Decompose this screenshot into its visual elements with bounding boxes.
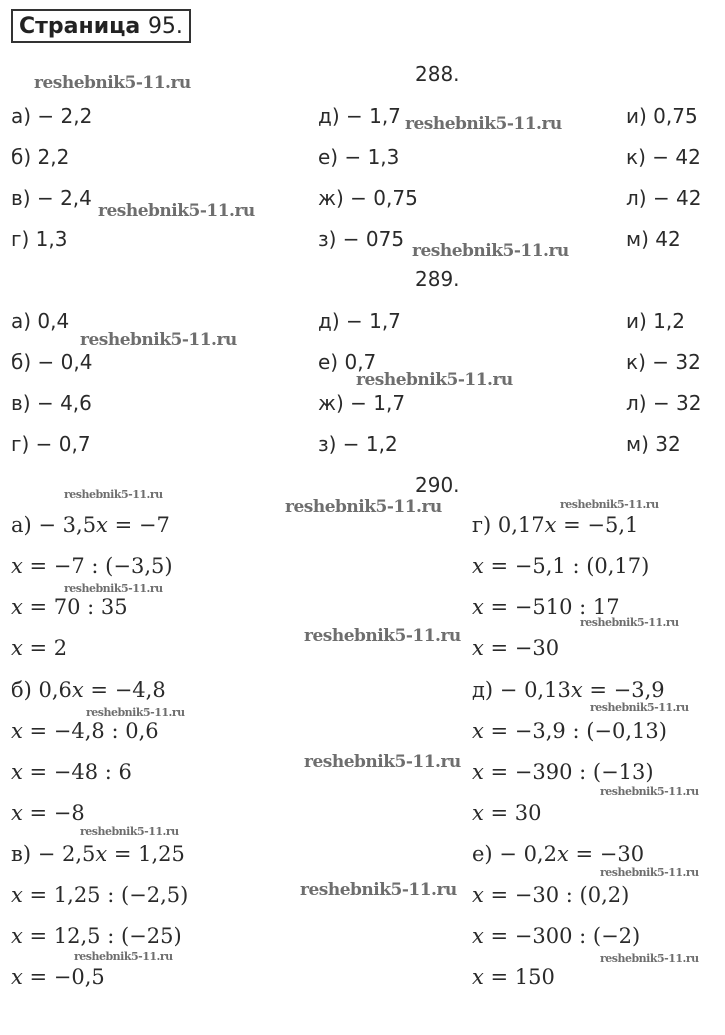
equation-290-right-12: 𝑥 = 150	[472, 965, 555, 989]
equation-290-left-9: в) − 2,5𝑥 = 1,25	[11, 842, 185, 866]
answer-288-g: г) 1,3	[11, 227, 68, 251]
equation-290-left-4: 𝑥 = 2	[11, 636, 68, 660]
watermark: reshebnik5-11.ru	[80, 330, 237, 350]
answer-289-v: в) − 4,6	[11, 391, 92, 415]
watermark: reshebnik5-11.ru	[600, 785, 699, 798]
page-number: 95.	[147, 14, 183, 39]
answer-289-g: г) − 0,7	[11, 432, 91, 456]
answer-288-a: а) − 2,2	[11, 104, 93, 128]
answer-289-i: и) 1,2	[626, 309, 685, 333]
watermark: reshebnik5-11.ru	[300, 880, 457, 900]
equation-290-left-7: 𝑥 = −48 : 6	[11, 760, 132, 784]
watermark: reshebnik5-11.ru	[98, 201, 255, 221]
answer-288-l: л) − 42	[626, 186, 702, 210]
watermark: reshebnik5-11.ru	[600, 866, 699, 879]
exercise-290-title: 290.	[415, 473, 460, 497]
equation-290-right-6: 𝑥 = −3,9 : (−0,13)	[472, 719, 667, 743]
page-header	[11, 9, 191, 43]
watermark: reshebnik5-11.ru	[590, 701, 689, 714]
page-label: Страница	[19, 14, 141, 39]
answer-289-z: з) − 1,2	[318, 432, 398, 456]
answer-289-l: л) − 32	[626, 391, 702, 415]
watermark: reshebnik5-11.ru	[80, 825, 179, 838]
equation-290-left-3: 𝑥 = 70 : 35	[11, 595, 128, 619]
answer-289-m: м) 32	[626, 432, 681, 456]
answer-288-z: з) − 075	[318, 227, 405, 251]
answer-288-i: и) 0,75	[626, 104, 698, 128]
watermark: reshebnik5-11.ru	[304, 752, 461, 772]
exercise-288-title: 288.	[415, 62, 460, 86]
equation-290-left-10: 𝑥 = 1,25 : (−2,5)	[11, 883, 189, 907]
equation-290-right-3: 𝑥 = −510 : 17	[472, 595, 620, 619]
watermark: reshebnik5-11.ru	[412, 241, 569, 261]
watermark: reshebnik5-11.ru	[560, 498, 659, 511]
exercise-289-title: 289.	[415, 267, 460, 291]
watermark: reshebnik5-11.ru	[405, 114, 562, 134]
answer-289-a: а) 0,4	[11, 309, 70, 333]
answer-289-e: е) 0,7	[318, 350, 377, 374]
answer-289-d: д) − 1,7	[318, 309, 401, 333]
watermark: reshebnik5-11.ru	[34, 73, 191, 93]
equation-290-left-11: 𝑥 = 12,5 : (−25)	[11, 924, 182, 948]
watermark: reshebnik5-11.ru	[64, 582, 163, 595]
equation-290-right-11: 𝑥 = −300 : (−2)	[472, 924, 641, 948]
answer-289-k: к) − 32	[626, 350, 701, 374]
answer-288-b: б) 2,2	[11, 145, 70, 169]
answer-289-b: б) − 0,4	[11, 350, 93, 374]
answer-288-d: д) − 1,7	[318, 104, 401, 128]
answer-288-v: в) − 2,4	[11, 186, 92, 210]
watermark: reshebnik5-11.ru	[74, 950, 173, 963]
watermark: reshebnik5-11.ru	[64, 488, 163, 501]
watermark: reshebnik5-11.ru	[600, 952, 699, 965]
equation-290-left-8: 𝑥 = −8	[11, 801, 85, 825]
answer-288-m: м) 42	[626, 227, 681, 251]
equation-290-right-5: д) − 0,13𝑥 = −3,9	[472, 678, 665, 702]
equation-290-left-5: б) 0,6𝑥 = −4,8	[11, 678, 166, 702]
equation-290-left-6: 𝑥 = −4,8 : 0,6	[11, 719, 159, 743]
equation-290-right-10: 𝑥 = −30 : (0,2)	[472, 883, 630, 907]
equation-290-right-4: 𝑥 = −30	[472, 636, 560, 660]
answer-288-zh: ж) − 0,75	[318, 186, 418, 210]
equation-290-right-8: 𝑥 = 30	[472, 801, 542, 825]
watermark: reshebnik5-11.ru	[285, 497, 442, 517]
watermark: reshebnik5-11.ru	[86, 706, 185, 719]
answer-289-zh: ж) − 1,7	[318, 391, 406, 415]
equation-290-right-1: г) 0,17𝑥 = −5,1	[472, 513, 639, 537]
watermark: reshebnik5-11.ru	[580, 616, 679, 629]
equation-290-left-12: 𝑥 = −0,5	[11, 965, 105, 989]
answer-288-k: к) − 42	[626, 145, 701, 169]
answer-288-e: е) − 1,3	[318, 145, 400, 169]
equation-290-right-9: е) − 0,2𝑥 = −30	[472, 842, 645, 866]
equation-290-right-7: 𝑥 = −390 : (−13)	[472, 760, 654, 784]
watermark: reshebnik5-11.ru	[356, 370, 513, 390]
equation-290-left-2: 𝑥 = −7 : (−3,5)	[11, 554, 173, 578]
equation-290-left-1: а) − 3,5𝑥 = −7	[11, 513, 170, 537]
equation-290-right-2: 𝑥 = −5,1 : (0,17)	[472, 554, 650, 578]
watermark: reshebnik5-11.ru	[304, 626, 461, 646]
